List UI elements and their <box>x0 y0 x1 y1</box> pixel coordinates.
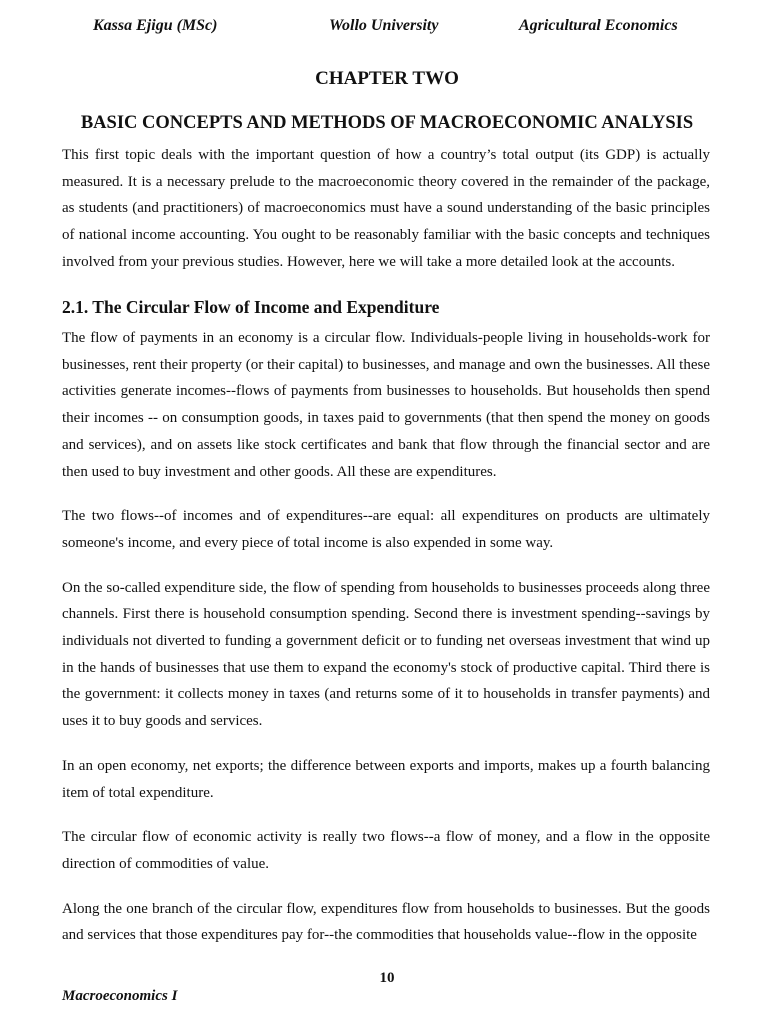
footer-course: Macroeconomics I <box>62 988 178 1004</box>
paragraph-circular-flow: The flow of payments in an economy is a circular flow. Individuals-people living in households-work for businesses, rent their property (or their capital) to businesses, and manage and own the businesses. All these activities generate incomes--flows of payments from businesses to households. But households then spend their incomes -- on consumption goods, in taxes paid to governments (that then spend the money on goods and services), and on assets like stock certificates and bank that flow through the financial sector and are then used to buy investment and other goods. All these are expenditures. <box>62 330 710 480</box>
paragraph-open-economy: In an open economy, net exports; the difference between exports and imports, makes up a fourth balancing item of total expenditure. <box>62 757 710 801</box>
paragraph-branch: Along the one branch of the circular flow, expenditures flow from households to businesses. But the goods and services that those expenditures pay for--the commodities that households value--flow in the opposite <box>62 900 710 944</box>
paragraph-two-flows: The two flows--of incomes and of expenditures--are equal: all expenditures on products are ultimately someone's income, and every piece of total income is also expended in some way. <box>62 508 710 551</box>
header-author: Kassa Ejigu (MSc) <box>93 17 218 34</box>
header-department: Agricultural Economics <box>519 17 678 34</box>
paragraph-expenditure-side: On the so-called expenditure side, the flow of spending from households to businesses proceeds along three channels. First there is household consumption spending. Second there is investment spending--savings by individuals not diverted to funding a government deficit or to funding net overseas investment that wind up in the hands of businesses that use them to expand the economy's stock of productive capital. Third there is the government: it collects money in taxes (and returns some of it to households in transfer payments) and uses it to buy goods and services. <box>62 579 710 730</box>
page-number: 10 <box>379 970 395 986</box>
chapter-title: BASIC CONCEPTS AND METHODS OF MACROECONOMIC ANALYSIS <box>80 113 694 133</box>
section-heading-block <box>62 297 710 318</box>
section-body <box>62 325 710 949</box>
chapter-label: CHAPTER TWO <box>315 68 459 89</box>
page-header <box>0 17 768 39</box>
paragraph-two-flows-money: The circular flow of economic activity is really two flows--a flow of money, and a flow in the opposite direction of commodities of value. <box>62 829 710 872</box>
header-university: Wollo University <box>329 17 439 34</box>
intro-paragraph: This first topic deals with the important question of how a country’s total output (its GDP) is actually measured. It is a necessary prelude to the macroeconomic theory covered in the remainder of the package, as students (and practitioners) of macroeconomics must have a sound understanding of the basic principles of national income accounting. You ought to be reasonably familiar with the basic concepts and techniques involved from your previous studies. However, here we will take a more detailed look at the accounts. <box>62 147 710 270</box>
section-heading: 2.1. The Circular Flow of Income and Expenditure <box>62 297 440 317</box>
intro-block <box>62 142 710 276</box>
